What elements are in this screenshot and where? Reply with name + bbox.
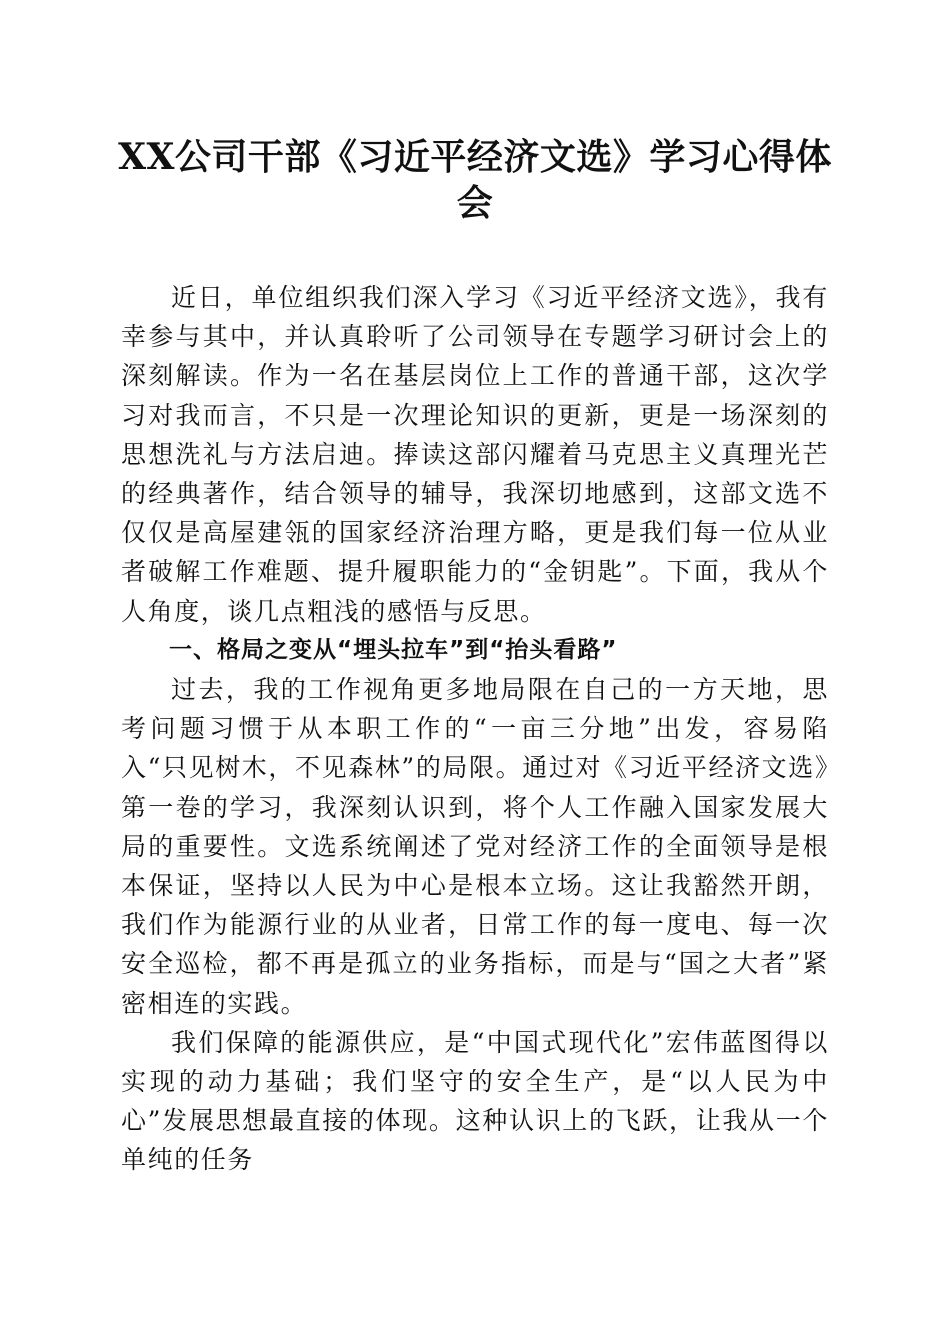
- document-body: [121, 278, 829, 1180]
- section-heading-1: 一、格局之变从“埋头拉车”到“抬头看路”: [169, 636, 618, 663]
- section-1-paragraph-2: 我们保障的能源供应，是“中国式现代化”宏伟蓝图得以实现的动力基础；我们坚守的安全生产，是“以人民为中心”发展思想最直接的体现。这种认识上的飞跃，让我从一个单纯的任务: [121, 1027, 829, 1175]
- document-title: XX公司干部《习近平经济文选》学习心得体会: [118, 136, 832, 224]
- section-1-paragraph-1: 过去，我的工作视角更多地局限在自己的一方天地，思考问题习惯于从本职工作的“一亩三分地”出发，容易陷入“只见树木，不见森林”的局限。通过对《习近平经济文选》第一卷的学习，我深刻认识到，将个人工作融入国家发展大局的重要性。文选系统阐述了党对经济工作的全面领导是根本保证，坚持以人民为中心是根本立场。这让我豁然开朗，我们作为能源行业的从业者，日常工作的每一度电、每一次安全巡检，都不再是孤立的业务指标，而是与“国之大者”紧密相连的实践。: [121, 675, 829, 1018]
- intro-paragraph: 近日，单位组织我们深入学习《习近平经济文选》，我有幸参与其中，并认真聆听了公司领导在专题学习研讨会上的深刻解读。作为一名在基层岗位上工作的普通干部，这次学习对我而言，不只是一次理论知识的更新，更是一场深刻的思想洗礼与方法启迪。捧读这部闪耀着马克思主义真理光芒的经典著作，结合领导的辅导，我深切地感到，这部文选不仅仅是高屋建瓴的国家经济治理方略，更是我们每一位从业者破解工作难题、提升履职能力的“金钥匙”。下面，我从个人角度，谈几点粗浅的感悟与反思。: [121, 283, 829, 626]
